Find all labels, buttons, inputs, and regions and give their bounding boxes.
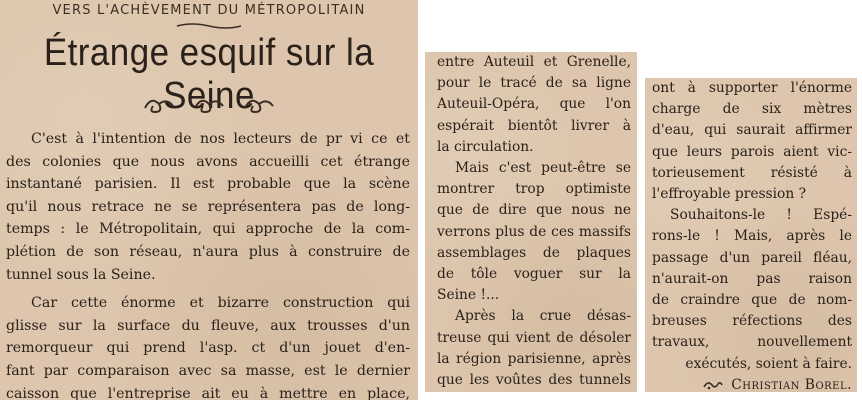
- paragraph-1: [6, 128, 410, 286]
- text-line: que leurs parois aient vic-: [652, 143, 852, 160]
- text-line: instantané parisien. Il est probable que la scène: [6, 176, 410, 193]
- text-line: rons-le ! Mais, après le: [652, 228, 852, 245]
- text-line: la circulation.: [437, 138, 534, 155]
- text-line: Souhaitons-le ! Espé-: [670, 207, 852, 224]
- paragraph-6: [652, 78, 852, 205]
- article-body-column-2: [437, 52, 631, 391]
- kicker-title: VERS L'ACHÈVEMENT DU MÉTROPOLITAIN: [52, 3, 366, 18]
- paragraph-3: [437, 52, 631, 158]
- author-name: Christian Borel.: [731, 376, 852, 392]
- text-line: pour le tracé de sa ligne: [437, 75, 631, 92]
- text-line: qu'il nous retrace ne se représentera pas de long-: [6, 198, 410, 215]
- fleuron-ornament-icon: [137, 92, 281, 120]
- text-line: glisse sur la surface du fleuve, aux trousses d'un: [6, 317, 410, 334]
- article-body-column-1: [6, 128, 410, 400]
- text-line: Seine !...: [437, 287, 500, 304]
- text-line: de craindre que de nom-: [652, 292, 852, 309]
- text-line: charge de six mètres: [652, 101, 852, 118]
- text-line: treuse qui vient de désoler: [437, 329, 631, 346]
- text-line: l'effroyable pression ?: [652, 186, 807, 203]
- article-column-1: [0, 0, 418, 400]
- text-line: que les voûtes des tunnels: [437, 372, 631, 389]
- text-line: breuses réfections des: [652, 313, 852, 330]
- text-line: exécutés, soient à faire.: [685, 355, 852, 372]
- text-line: Car cette énorme et bizarre construction qui: [31, 295, 410, 312]
- text-line: tunnel sous la Seine.: [6, 266, 156, 283]
- flourish-ornament-icon: [703, 379, 723, 391]
- kicker-rule-ornament-icon: [175, 22, 243, 30]
- text-line: remorqueur qui prend l'asp. ct d'un jouet d'en-: [6, 340, 410, 357]
- article-headline: Étrange esquif sur la Seine: [43, 32, 375, 117]
- text-line: fant par comparaison avec sa masse, est le dernier: [6, 362, 410, 379]
- text-line: assemblages de plaques: [437, 244, 631, 261]
- text-line: entre Auteuil et Grenelle,: [437, 54, 631, 70]
- text-line: Mais c'est peut-être se: [455, 160, 631, 177]
- paragraph-5: [437, 306, 631, 391]
- text-line: montrer trop optimiste: [437, 181, 631, 198]
- text-line: travaux, nouvellement: [652, 334, 852, 351]
- signature: [652, 375, 852, 392]
- text-line: ont à supporter l'énorme: [652, 80, 852, 96]
- article-column-3: [645, 78, 857, 392]
- article-body-column-3: [652, 78, 852, 392]
- text-line: la région parisienne, après: [437, 350, 631, 367]
- paragraph-2: [6, 292, 410, 400]
- text-line: Auteuil-Opéra, que l'on: [437, 96, 631, 113]
- text-line: passage d'un pareil fléau,: [652, 249, 852, 266]
- text-line: torieusement résisté à: [652, 164, 852, 181]
- text-line: C'est à l'intention de nos lecteurs de pr vi ce et: [31, 131, 410, 147]
- article-column-2: [425, 52, 637, 392]
- paragraph-4: [437, 158, 631, 306]
- paragraph-7: [652, 205, 852, 375]
- text-line: de tôle voguer sur la: [437, 266, 631, 283]
- text-line: des colonies que nous avons accueilli cet étrange: [6, 153, 410, 170]
- text-line: n'aurait-on pas raison: [652, 270, 852, 287]
- text-line: que de dire que nous ne: [437, 202, 631, 219]
- text-line: d'eau, qui saurait affirmer: [652, 122, 852, 139]
- text-line: caisson que l'entreprise ait eu à mettre en place,: [6, 385, 410, 400]
- text-line: verrons plus de ces massifs: [437, 223, 631, 240]
- text-line: plétion de son réseau, n'aura plus à construire de: [6, 243, 410, 260]
- text-line: temps : le Métropolitain, qui approche de la com-: [6, 221, 410, 238]
- text-line: espérait bientôt livrer à: [437, 117, 631, 134]
- text-line: Après la crue désas-: [455, 308, 631, 325]
